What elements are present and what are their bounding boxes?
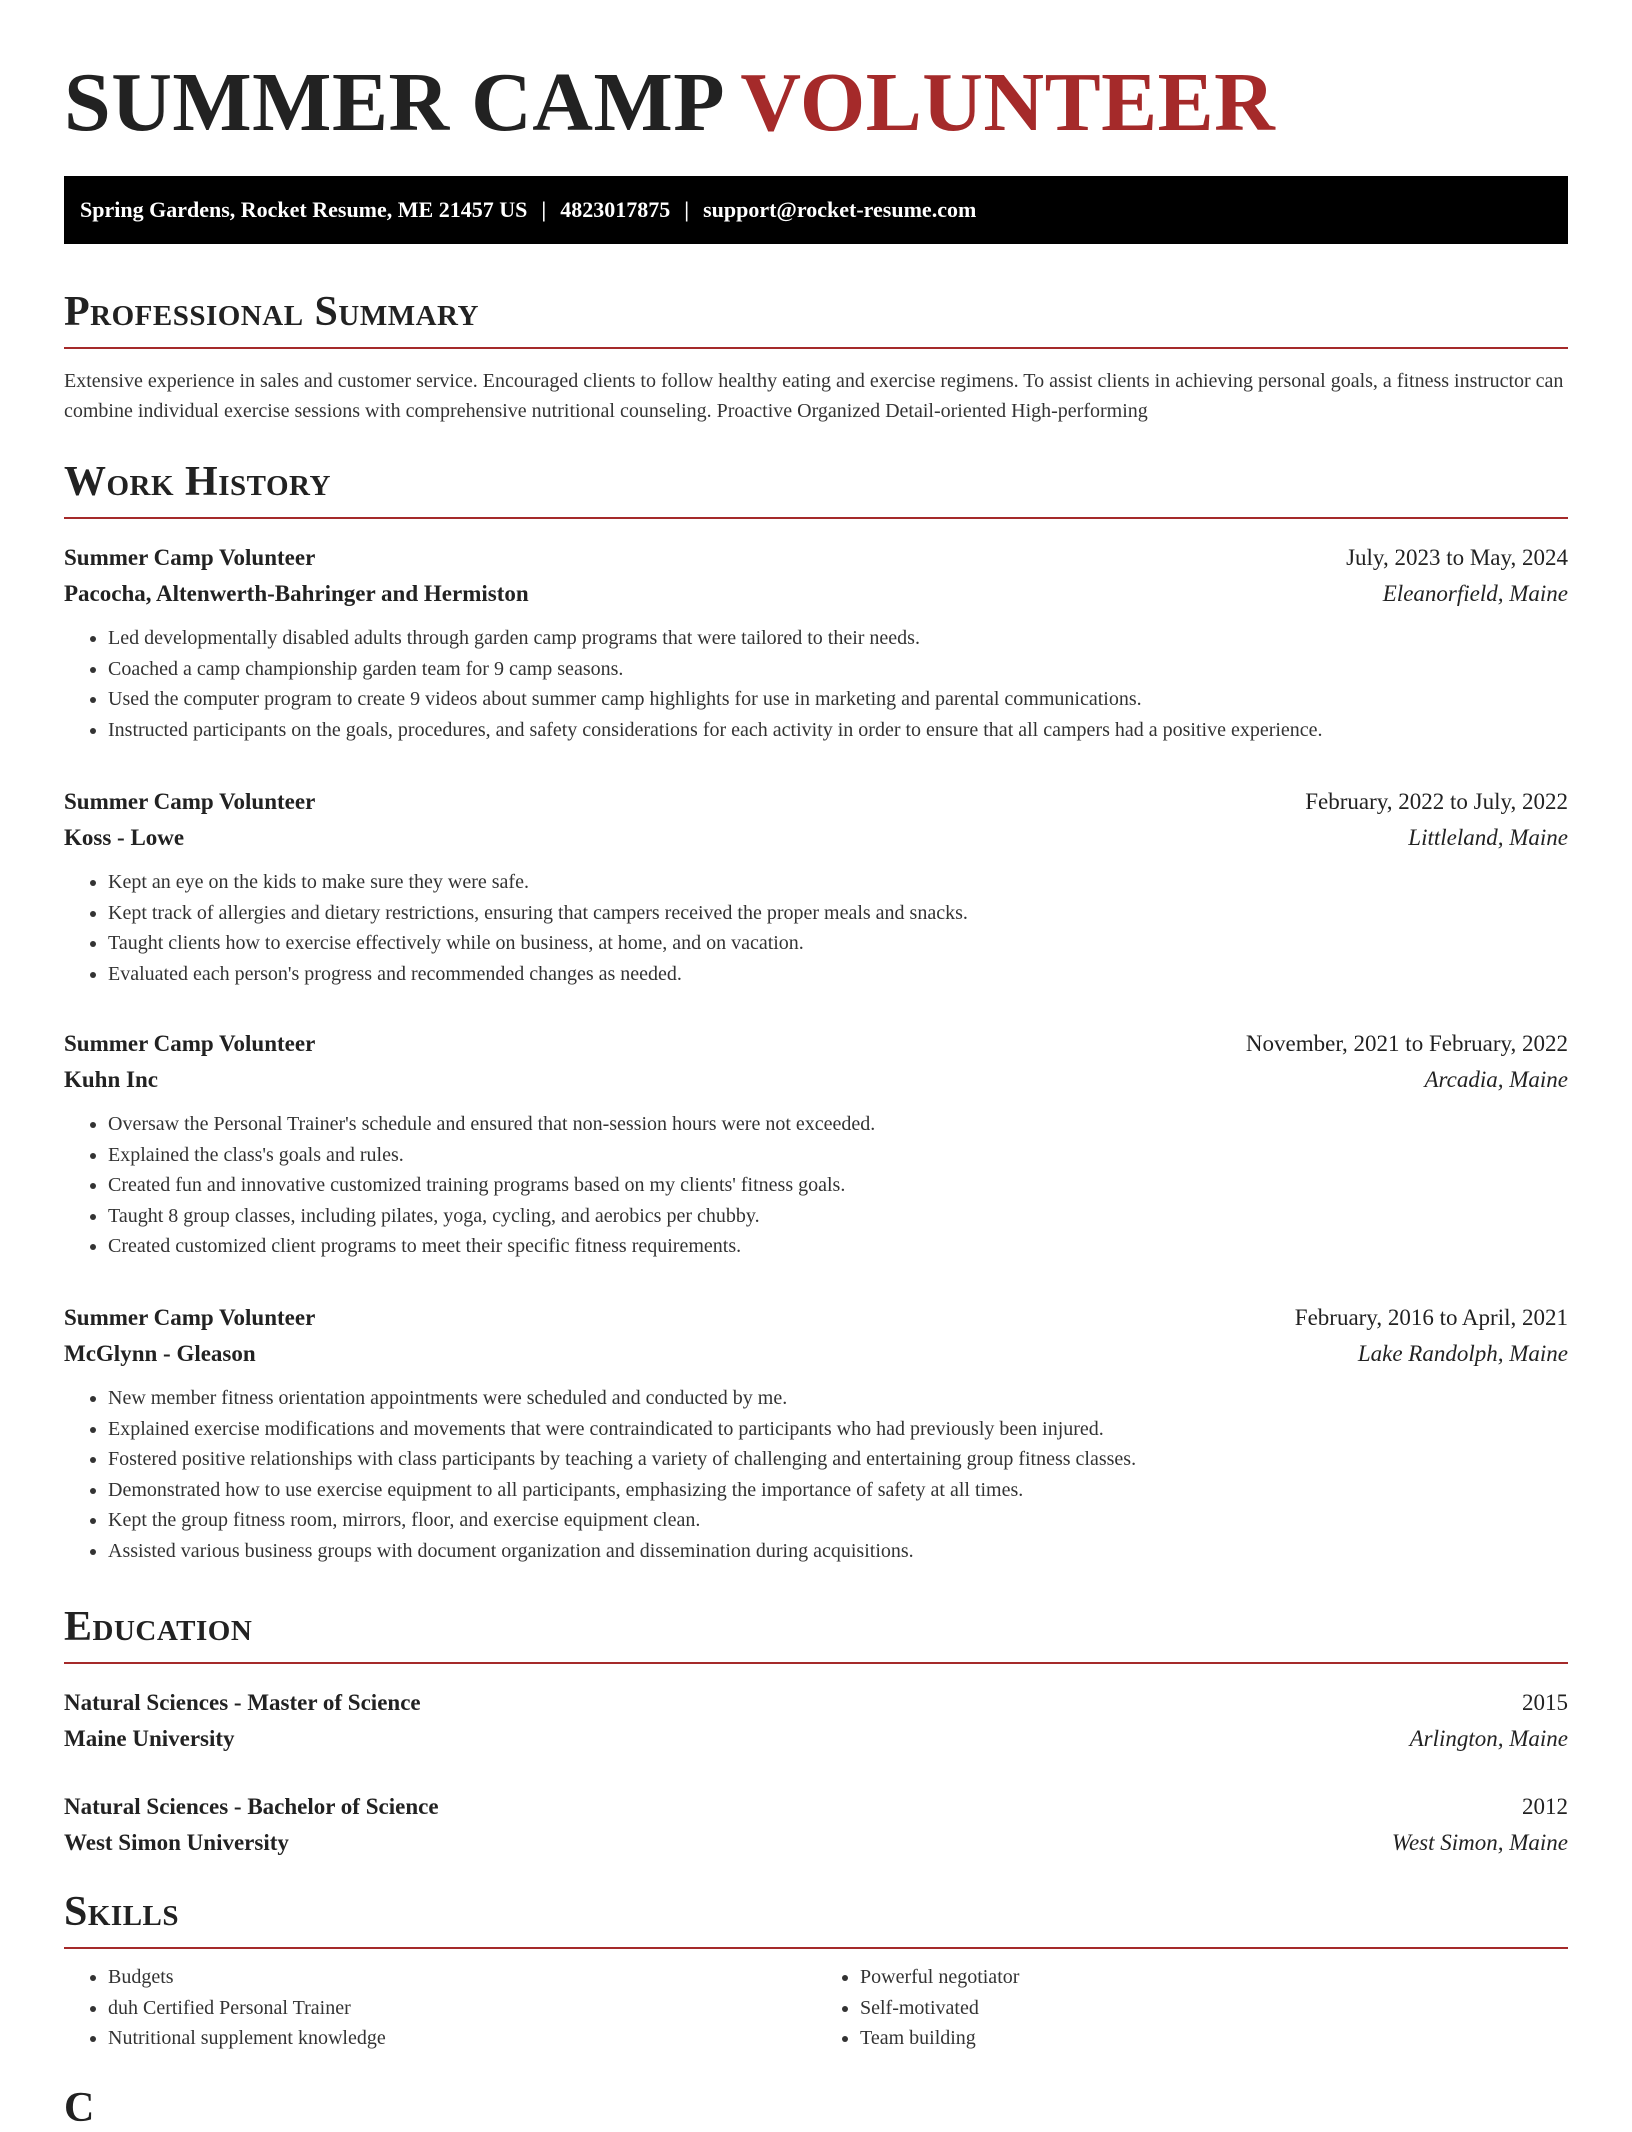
education-entry: [64, 1685, 1568, 1757]
job-bullet: • Fostered positive relationships with class participants by teaching a variety of challenging and entertaining group fitness classes.: [108, 1444, 1568, 1475]
skill-item: • Powerful negotiator: [860, 1962, 1568, 1993]
job-company: McGlynn - Gleason: [64, 1341, 256, 1366]
work-history-section: [64, 458, 1568, 519]
job-company-row: [64, 1336, 1568, 1372]
job-bullet: • Taught clients how to exercise effectively while on business, at home, and on vacation.: [108, 928, 1568, 959]
job-bullet: • Created customized client programs to meet their specific fitness requirements.: [108, 1231, 1568, 1262]
job-bullet: • Created fun and innovative customized training programs based on my clients' fitness goals.: [108, 1170, 1568, 1201]
skill-item: • Nutritional supplement knowledge: [108, 2023, 816, 2054]
job-company-row: [64, 820, 1568, 856]
next-section-partial: [64, 2084, 1568, 2132]
education-school-row: [64, 1825, 1568, 1861]
job-company-row: [64, 576, 1568, 612]
section-title-skills: Skills: [64, 1889, 180, 1935]
job-header-row: [64, 540, 1568, 576]
job-bullet: • Evaluated each person's progress and recommended changes as needed.: [108, 959, 1568, 990]
section-title-summary: Professional Summary: [64, 289, 479, 335]
job-dates: November, 2021 to February, 2022: [1245, 1031, 1568, 1056]
job-dates: February, 2022 to July, 2022: [1305, 789, 1568, 814]
job-bullet: • Oversaw the Personal Trainer's schedule and ensured that non-session hours were not exceeded.: [108, 1109, 1568, 1140]
skills-column-left: [64, 1962, 816, 2054]
section-divider: [64, 347, 1568, 349]
job-bullets: [64, 867, 1568, 989]
job-bullet: • Taught 8 group classes, including pilates, yoga, cycling, and aerobics per chubby.: [108, 1201, 1568, 1232]
job-location: Arcadia, Maine: [1424, 1067, 1568, 1092]
job-role: Summer Camp Volunteer: [64, 1305, 316, 1330]
education-degree: Natural Sciences - Bachelor of Science: [64, 1794, 439, 1819]
education-location: West Simon, Maine: [1391, 1830, 1568, 1855]
job-role: Summer Camp Volunteer: [64, 789, 316, 814]
education-year: 2015: [1522, 1690, 1568, 1715]
skill-item: • Team building: [860, 2023, 1568, 2054]
education-location: Arlington, Maine: [1409, 1726, 1568, 1751]
skill-item: • Budgets: [108, 1962, 816, 1993]
section-title-education: Education: [64, 1604, 253, 1650]
skills-section: [64, 1888, 1568, 2054]
job-bullets: [64, 1109, 1568, 1262]
resume-name: [64, 0, 1568, 150]
job-location: Littleland, Maine: [1408, 825, 1568, 850]
job-bullet: • Used the computer program to create 9 videos about summer camp highlights for use in marketing and parental communications.: [108, 684, 1568, 715]
job-company: Kuhn Inc: [64, 1067, 158, 1092]
resume-page: [64, 0, 1568, 2131]
job-bullet: • Explained the class's goals and rules.: [108, 1140, 1568, 1171]
skill-item: • duh Certified Personal Trainer: [108, 1993, 816, 2024]
section-divider: [64, 1947, 1568, 1949]
education-school-row: [64, 1721, 1568, 1757]
professional-summary-section: [64, 288, 1568, 426]
contact-phone: 4823017875: [560, 197, 671, 222]
job-bullet: • New member fitness orientation appointments were scheduled and conducted by me.: [108, 1383, 1568, 1414]
job-bullets: [64, 1383, 1568, 1566]
contact-separator: |: [541, 197, 547, 222]
job-entry: [64, 784, 1568, 989]
job-bullets: [64, 623, 1568, 745]
education-school: West Simon University: [64, 1830, 289, 1855]
skills-grid: [64, 1962, 1568, 2054]
summary-text: Extensive experience in sales and customer service. Encouraged clients to follow healthy eating and exercise regimens. To assist clients in achieving personal goals, a fitness instructor can combine individual exercise sessions with comprehensive nutritional counseling. Proactive Organized Detail-oriented High-performing: [64, 370, 1564, 422]
job-company: Pacocha, Altenwerth-Bahringer and Hermiston: [64, 581, 529, 606]
job-company: Koss - Lowe: [64, 825, 185, 850]
education-school: Maine University: [64, 1726, 235, 1751]
skill-item: • Self-motivated: [860, 1993, 1568, 2024]
education-header-row: [64, 1685, 1568, 1721]
job-bullet: • Led developmentally disabled adults through garden camp programs that were tailored to their needs.: [108, 623, 1568, 654]
job-entry: [64, 1300, 1568, 1566]
job-bullet: • Coached a camp championship garden team for 9 camp seasons.: [108, 654, 1568, 685]
contact-bar: [64, 176, 1568, 244]
job-role: Summer Camp Volunteer: [64, 545, 316, 570]
skills-column-right: [816, 1962, 1568, 2054]
job-location: Lake Randolph, Maine: [1357, 1341, 1568, 1366]
job-header-row: [64, 784, 1568, 820]
job-bullet: • Explained exercise modifications and movements that were contraindicated to participants who had previously been injured.: [108, 1414, 1568, 1445]
job-dates: February, 2016 to April, 2021: [1294, 1305, 1568, 1330]
name-first-part: SUMMER CAMP: [64, 56, 721, 149]
contact-address: Spring Gardens, Rocket Resume, ME 21457 US: [80, 197, 528, 222]
education-degree: Natural Sciences - Master of Science: [64, 1690, 421, 1715]
job-bullet: • Assisted various business groups with document organization and dissemination during acquisitions.: [108, 1536, 1568, 1567]
section-divider: [64, 1662, 1568, 1664]
job-location: Eleanorfield, Maine: [1382, 581, 1568, 606]
job-entry: [64, 1026, 1568, 1262]
section-title-work: Work History: [64, 459, 331, 505]
section-title-next: C: [64, 2085, 95, 2131]
job-role: Summer Camp Volunteer: [64, 1031, 316, 1056]
job-bullet: • Kept track of allergies and dietary restrictions, ensuring that campers received the proper meals and snacks.: [108, 898, 1568, 929]
education-section: [64, 1603, 1568, 1664]
job-company-row: [64, 1062, 1568, 1098]
job-bullet: • Instructed participants on the goals, procedures, and safety considerations for each activity in order to ensure that all campers had a positive experience.: [108, 715, 1568, 746]
job-bullet: • Kept the group fitness room, mirrors, floor, and exercise equipment clean.: [108, 1505, 1568, 1536]
job-bullet: • Kept an eye on the kids to make sure they were safe.: [108, 867, 1568, 898]
job-header-row: [64, 1300, 1568, 1336]
name-second-part: VOLUNTEER: [740, 56, 1276, 149]
job-bullet: • Demonstrated how to use exercise equipment to all participants, emphasizing the importance of safety at all times.: [108, 1475, 1568, 1506]
contact-separator: |: [684, 197, 690, 222]
job-entry: [64, 540, 1568, 745]
job-header-row: [64, 1026, 1568, 1062]
education-header-row: [64, 1789, 1568, 1825]
section-divider: [64, 517, 1568, 519]
contact-email: support@rocket-resume.com: [703, 197, 977, 222]
education-year: 2012: [1522, 1794, 1568, 1819]
job-dates: July, 2023 to May, 2024: [1346, 545, 1568, 570]
education-entry: [64, 1789, 1568, 1861]
